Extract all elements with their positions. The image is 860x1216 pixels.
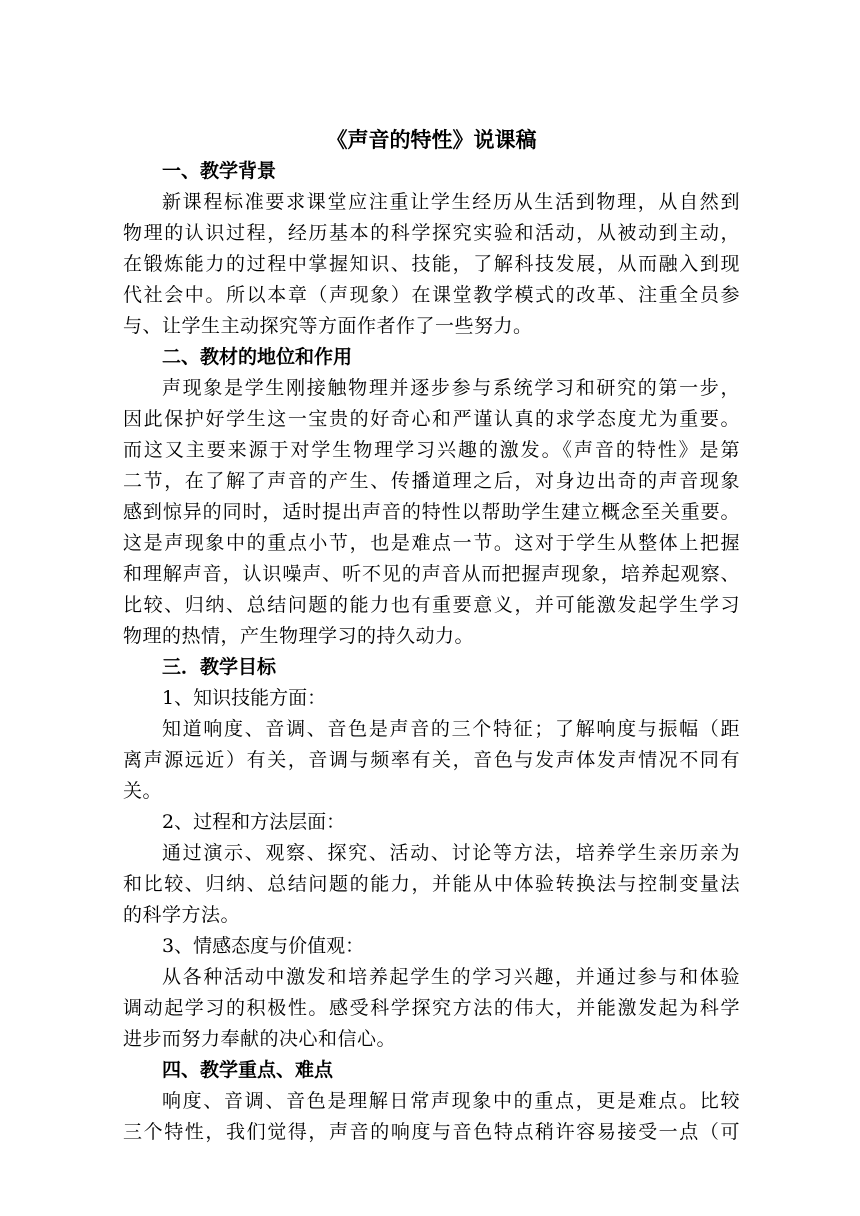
text-line: 感到惊异的同时，适时提出声音的特性以帮助学生建立概念至关重要。 — [123, 501, 740, 523]
text-line: 与、让学生主动探究等方面作者作了一些努力。 — [123, 315, 533, 337]
text-line: 和理解声音，认识噪声、听不见的声音从而把握声现象，培养起观察、 — [123, 563, 740, 585]
text-line: 知道响度、音调、音色是声音的三个特征；了解响度与振幅（距 — [162, 718, 740, 740]
text-line: 物理的认识过程，经历基本的科学探究实验和活动，从被动到主动， — [123, 222, 740, 244]
text-line: 进步而努力奉献的决心和信心。 — [123, 1028, 397, 1050]
text-line: 的科学方法。 — [123, 904, 241, 926]
text-line: 而这又主要来源于对学生物理学习兴趣的激发。《声音的特性》是第 — [123, 439, 740, 461]
subsection-paragraph-process — [123, 838, 740, 931]
text-line: 调动起学习的积极性。感受科学探究方法的伟大，并能激发起为科学 — [123, 997, 740, 1019]
section-paragraph-background — [123, 187, 740, 342]
subsection-paragraph-knowledge — [123, 714, 740, 807]
section-heading-key-points: 四、教学重点、难点 — [162, 1059, 334, 1081]
text-line: 和比较、归纳、总结问题的能力，并能从中体验转换法与控制变量法 — [123, 873, 740, 895]
text-line: 三个特性，我们觉得，声音的响度与音色特点稍许容易接受一点（可 — [123, 1121, 740, 1143]
text-line: 代社会中。所以本章（声现象）在课堂教学模式的改革、注重全员参 — [123, 284, 740, 306]
text-line: 从各种活动中激发和培养起学生的学习兴趣，并通过参与和体验 — [162, 966, 740, 988]
section-paragraph-key-points — [123, 1086, 740, 1148]
text-line: 声现象是学生刚接触物理并逐步参与系统学习和研究的第一步， — [162, 377, 740, 399]
section-heading-role: 二、教材的地位和作用 — [162, 346, 353, 368]
text-line: 关。 — [123, 780, 163, 802]
text-line: 通过演示、观察、探究、活动、讨论等方法，培养学生亲历亲为 — [162, 842, 740, 864]
text-line: 离声源远近）有关，音调与频率有关，音色与发声体发声情况不同有 — [123, 749, 740, 771]
text-line: 在锻炼能力的过程中掌握知识、技能，了解科技发展，从而融入到现 — [123, 253, 740, 275]
subsection-paragraph-values — [123, 962, 740, 1055]
section-paragraph-role — [123, 373, 740, 652]
text-line: 这是声现象中的重点小节，也是难点一节。这对于学生从整体上把握 — [123, 532, 740, 554]
subsection-label-process: 2、过程和方法层面： — [162, 811, 346, 833]
document-title: 《声音的特性》说课稿 — [326, 127, 537, 152]
subsection-label-values: 3、情感态度与价值观： — [162, 935, 365, 957]
section-heading-background: 一、教学背景 — [162, 160, 277, 182]
text-line: 比较、归纳、总结问题的能力也有重要意义，并可能激发起学生学习 — [123, 594, 740, 616]
text-line: 物理的热情，产生物理学习的持久动力。 — [123, 625, 475, 647]
text-line: 响度、音调、音色是理解日常声现象中的重点，更是难点。比较 — [162, 1090, 740, 1112]
text-line: 因此保护好学生这一宝贵的好奇心和严谨认真的求学态度尤为重要。 — [123, 408, 740, 430]
document-page — [123, 124, 740, 1148]
text-line: 新课程标准要求课堂应注重让学生经历从生活到物理，从自然到 — [162, 191, 740, 213]
text-line: 二节，在了解了声音的产生、传播道理之后，对身边出奇的声音现象 — [123, 470, 740, 492]
subsection-label-knowledge: 1、知识技能方面： — [162, 687, 327, 709]
section-heading-goals: 三．教学目标 — [162, 656, 277, 678]
